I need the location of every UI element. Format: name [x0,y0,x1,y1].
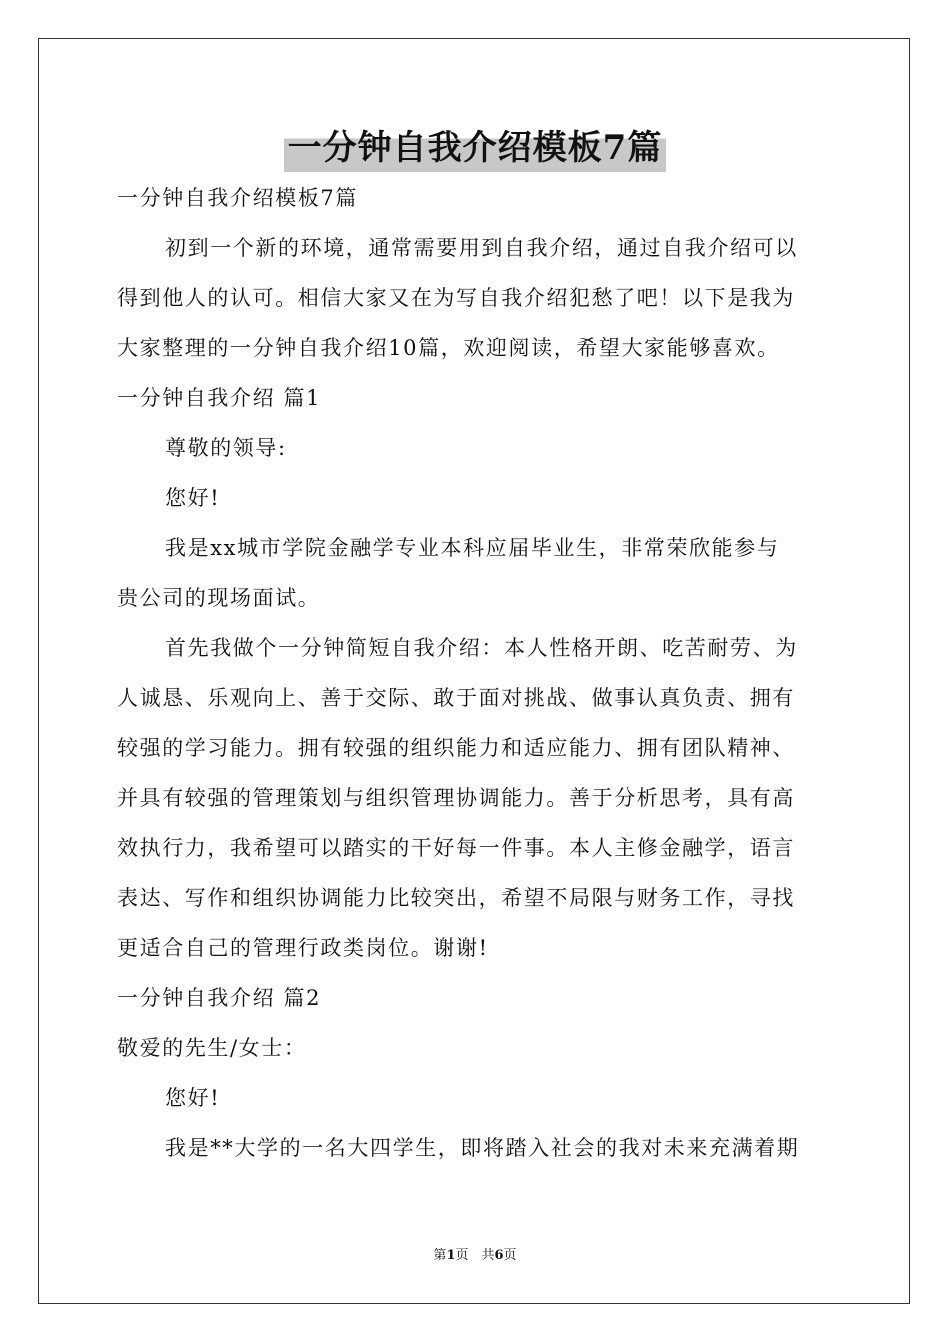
body-line: 一分钟自我介绍模板7篇 [117,186,358,210]
page-number-current: 1 [446,1248,456,1263]
document-body [117,173,837,1173]
page-footer [0,1247,950,1265]
body-line: 尊敬的领导: [165,436,287,460]
section-heading: 一分钟自我介绍 篇2 [117,986,322,1010]
body-line: 更适合自己的管理行政类岗位。谢谢! [117,936,489,960]
page-number-total: 6 [494,1248,504,1263]
body-line: 人诚恳、乐观向上、善于交际、敢于面对挑战、做事认真负责、拥有 [117,686,795,710]
body-line: 得到他人的认可。相信大家又在为写自我介绍犯愁了吧！以下是我为 [117,286,795,310]
title-container [0,124,950,172]
body-line: 初到一个新的环境，通常需要用到自我介绍，通过自我介绍可以 [165,236,798,260]
body-line: 您好! [165,1086,221,1110]
body-line: 贵公司的现场面试。 [117,586,321,610]
body-line: 大家整理的一分钟自我介绍10篇，欢迎阅读，希望大家能够喜欢。 [117,336,780,360]
body-line: 效执行力，我希望可以踏实的干好每一件事。本人主修金融学，语言 [117,836,795,860]
page-number-prefix: 第 [433,1248,447,1263]
body-line: 我是xx城市学院金融学专业本科应届毕业生，非常荣欣能参与 [165,536,780,560]
body-line: 敬爱的先生/女士： [117,1036,307,1060]
page-number-suffix: 页 [503,1248,517,1263]
body-line: 表达、写作和组织协调能力比较突出，希望不局限与财务工作，寻找 [117,886,795,910]
body-line: 我是**大学的一名大四学生，即将踏入社会的我对未来充满着期 [165,1136,800,1160]
document-title: 一分钟自我介绍模板7篇 [284,124,667,172]
body-line: 并具有较强的管理策划与组织管理协调能力。善于分析思考，具有高 [117,786,795,810]
body-line: 您好! [165,486,221,510]
section-heading: 一分钟自我介绍 篇1 [117,386,322,410]
body-line: 较强的学习能力。拥有较强的组织能力和适应能力、拥有团队精神、 [117,736,795,760]
body-line: 首先我做个一分钟简短自我介绍：本人性格开朗、吃苦耐劳、为 [165,636,798,660]
page-number-mid: 页 共 [455,1248,495,1263]
